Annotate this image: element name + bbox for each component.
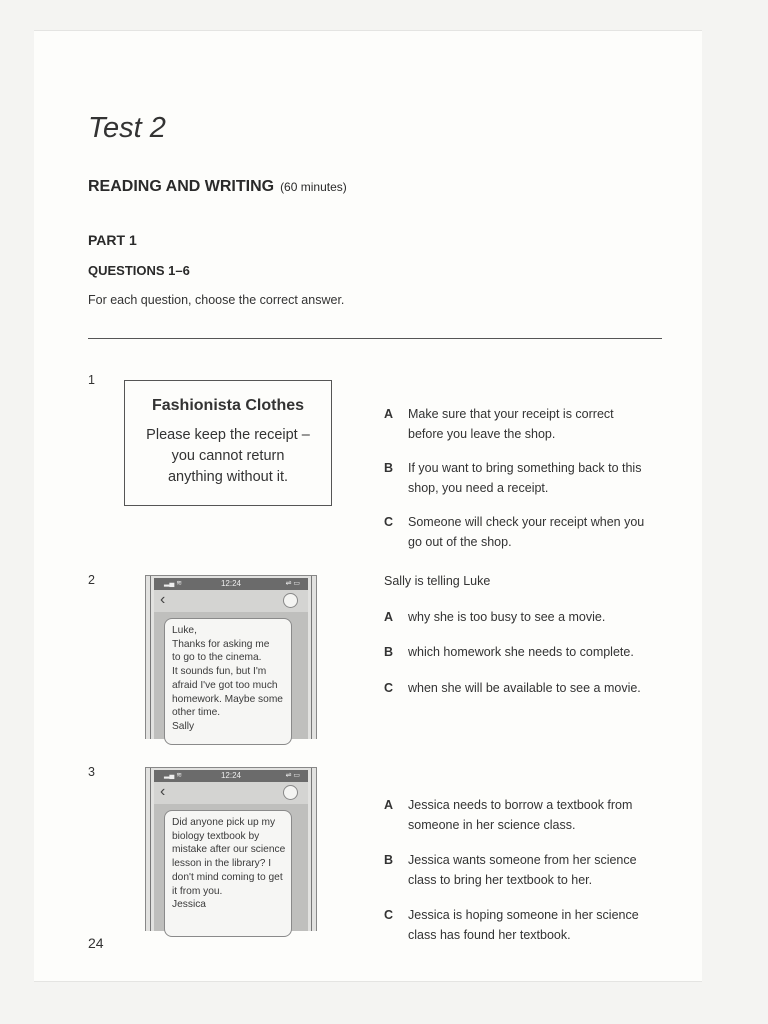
part-heading: PART 1	[88, 232, 137, 248]
q2-stem: Sally is telling Luke	[384, 574, 491, 588]
sign-text	[125, 425, 331, 488]
phone-nav-bar	[154, 782, 308, 804]
option-line: Make sure that your receipt is correct	[408, 407, 614, 421]
signal-icon: ▂▄ ≋	[164, 580, 183, 587]
q2-option-b[interactable]	[384, 642, 674, 664]
message-line: Jessica	[172, 899, 206, 911]
battery-icon: ⇌ ▭	[285, 580, 300, 587]
q2-option-a[interactable]	[384, 607, 674, 629]
option-letter: A	[384, 610, 394, 624]
battery-icon: ⇌ ▭	[285, 772, 300, 779]
signal-icon: ▂▄ ≋	[164, 772, 183, 779]
phone-image	[145, 575, 317, 739]
sign-line: Please keep the receipt –	[146, 427, 310, 443]
option-letter: A	[384, 407, 394, 421]
message-bubble	[164, 810, 292, 937]
message-line: homework. Maybe some	[172, 693, 283, 705]
divider-rule	[88, 338, 662, 339]
question-number-1: 1	[88, 373, 95, 387]
q1-option-a[interactable]	[384, 404, 674, 446]
message-line: It sounds fun, but I'm	[172, 666, 267, 678]
option-letter: A	[384, 798, 394, 812]
section-title: READING AND WRITING	[88, 178, 275, 195]
option-line: when she will be available to see a movie.	[408, 681, 641, 695]
back-arrow-icon: ‹	[160, 783, 166, 800]
exam-page	[34, 30, 702, 982]
circle-icon	[283, 785, 298, 800]
option-line: If you want to bring something back to this	[408, 461, 642, 475]
question-number-3: 3	[88, 765, 95, 779]
option-letter: B	[384, 853, 394, 867]
instruction-text: For each question, choose the correct answer.	[88, 293, 345, 307]
phone-nav-bar	[154, 590, 308, 612]
sign-title: Fashionista Clothes	[151, 397, 305, 414]
option-line: class to bring her textbook to her.	[408, 873, 593, 887]
option-line: go out of the shop.	[408, 535, 512, 549]
test-title: Test 2	[88, 112, 166, 144]
message-line: biology textbook by	[172, 830, 260, 842]
phone-status-bar	[154, 770, 308, 782]
option-line: why she is too busy to see a movie.	[408, 610, 606, 624]
q3-option-c[interactable]	[384, 905, 674, 947]
message-area	[154, 804, 308, 931]
message-line: mistake after our science	[172, 844, 286, 856]
option-line: Someone will check your receipt when you	[408, 515, 645, 529]
message-line: it from you.	[172, 885, 223, 897]
message-bubble	[164, 618, 292, 745]
phone-time: 12:24	[220, 771, 242, 780]
option-line: shop, you need a receipt.	[408, 481, 549, 495]
option-letter: B	[384, 645, 394, 659]
message-area	[154, 612, 308, 739]
message-line: Did anyone pick up my	[172, 817, 276, 828]
option-letter: C	[384, 681, 394, 695]
option-line: class has found her textbook.	[408, 928, 571, 942]
sign-line: anything without it.	[167, 469, 289, 485]
notice-sign	[124, 380, 332, 506]
message-line: lesson in the library? I	[172, 858, 272, 870]
q2-option-c[interactable]	[384, 678, 674, 700]
message-line: don't mind coming to get	[172, 871, 283, 883]
phone-time: 12:24	[220, 579, 242, 588]
option-line: someone in her science class.	[408, 818, 576, 832]
message-line: Sally	[172, 720, 195, 732]
option-line: which homework she needs to complete.	[408, 645, 634, 659]
message-line: Luke,	[172, 625, 197, 636]
option-letter: B	[384, 461, 394, 475]
section-heading	[88, 178, 347, 196]
sign-line: you cannot return	[171, 448, 285, 464]
option-letter: C	[384, 908, 394, 922]
option-line: before you leave the shop.	[408, 427, 556, 441]
section-duration: (60 minutes)	[280, 180, 347, 194]
option-letter: C	[384, 515, 394, 529]
circle-icon	[283, 593, 298, 608]
option-line: Jessica is hoping someone in her science	[408, 908, 639, 922]
question-number-2: 2	[88, 573, 95, 587]
questions-heading: QUESTIONS 1–6	[88, 263, 190, 278]
q1-option-b[interactable]	[384, 458, 674, 500]
back-arrow-icon: ‹	[160, 591, 166, 608]
q1-option-c[interactable]	[384, 512, 674, 554]
page-number: 24	[88, 935, 104, 951]
message-line: afraid I've got too much	[172, 679, 278, 691]
option-line: Jessica wants someone from her science	[408, 853, 637, 867]
option-line: Jessica needs to borrow a textbook from	[408, 798, 633, 812]
q3-option-b[interactable]	[384, 850, 674, 892]
phone-image	[145, 767, 317, 931]
q3-option-a[interactable]	[384, 795, 674, 837]
message-line: Thanks for asking me	[172, 638, 270, 650]
message-line: other time.	[172, 707, 221, 719]
phone-status-bar	[154, 578, 308, 590]
message-line: to go to the cinema.	[172, 652, 262, 664]
